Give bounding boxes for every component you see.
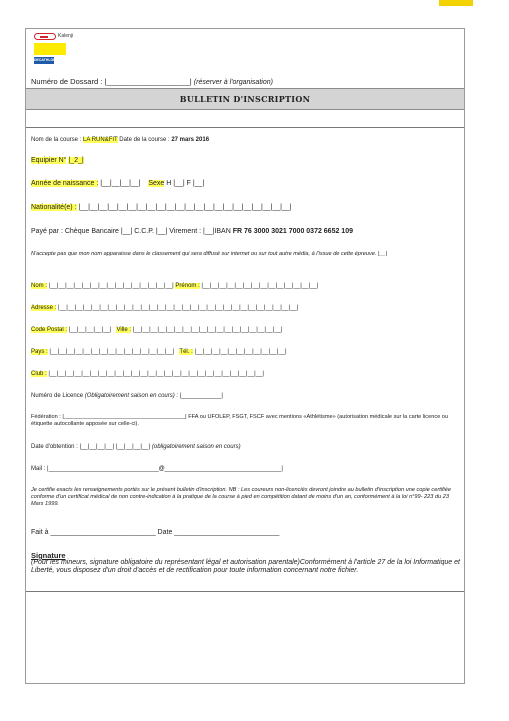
nom-boxes[interactable]: |__|__|__|__|__|__|__|__|__|__|__|__|__|__|__| <box>48 283 174 289</box>
at-sign: @ <box>158 466 165 472</box>
dossard-note: (réserver à l'organisation) <box>193 79 273 86</box>
licence-label: Numéro de Licence <box>31 393 84 399</box>
nationalite-label: Nationalité(e) : <box>31 204 77 211</box>
naissance-label: Année de naissance : <box>31 180 99 187</box>
equipier-value[interactable]: |_2_| <box>68 157 84 164</box>
date-blank[interactable]: ___________________________ <box>174 529 280 536</box>
sexe-options[interactable]: H |__| F |__| <box>166 180 205 187</box>
federation-text[interactable]: Fédération : |_______________________________________| FFA ou UFOLEP, FSGT, FSCF avec mentions «Athlétisme» (autorisation médicale sur la carte licence ou étiquette autocollante apposée sur celle-ci). <box>31 414 448 427</box>
corner-yellow-mark <box>439 0 473 6</box>
brand-logo <box>34 33 74 67</box>
naissance-line <box>31 180 204 187</box>
pays-line <box>31 349 287 355</box>
dossard-blank[interactable]: ____________________ <box>106 77 190 86</box>
nom-label: Nom : <box>31 283 48 289</box>
obtention-note: (obligatoirement saison en cours) <box>151 444 241 450</box>
tel-boxes[interactable]: |__|__|__|__|__|__|__|__|__|__|__| <box>194 349 287 355</box>
prenom-boxes[interactable]: |__|__|__|__|__|__|__|__|__|__|__|__|__|__| <box>201 283 319 289</box>
fait-label: Fait à <box>31 529 49 536</box>
obtention-line <box>31 444 241 450</box>
form-title: BULLETIN D'INSCRIPTION <box>26 88 464 110</box>
club-label: Club : <box>31 371 47 377</box>
mail-label: Mail : | <box>31 466 49 472</box>
ville-label: Ville : <box>116 327 132 333</box>
equipier-line <box>31 157 84 164</box>
mail-blank-user[interactable]: _________________________________ <box>48 466 159 472</box>
equipier-label: Equipier N° <box>31 157 67 164</box>
signature-title: Signature <box>31 551 66 560</box>
obtention-label: Date d'obtention : <box>31 444 78 450</box>
dossard-label: Numéro de Dossard : | <box>31 77 107 86</box>
prenom-label: Prénom : <box>175 283 200 289</box>
kalenji-logo-icon <box>34 33 56 40</box>
nationalite-line <box>31 204 292 211</box>
adresse-label: Adresse : <box>31 305 57 311</box>
paye-line <box>31 228 353 235</box>
yellow-logo-block <box>34 43 66 55</box>
course-date: 27 mars 2016 <box>171 137 210 143</box>
dossard-line <box>31 77 273 86</box>
decathlon-logo: DECATHLON <box>34 58 56 62</box>
adresse-boxes[interactable]: |__|__|__|__|__|__|__|__|__|__|__|__|__|__|__|__|__|__|__|__|__|__|__|__|__|__|__|__|__| <box>58 305 299 311</box>
course-name: LA RUN&FIT <box>83 137 118 143</box>
pays-boxes[interactable]: |__|__|__|__|__|__|__|__|__|__|__|__|__|__|__| <box>49 349 175 355</box>
licence-note: (Obligatoirement saison en cours) : <box>84 393 179 399</box>
course-label: Nom de la course : <box>31 137 82 143</box>
paye-label[interactable]: Payé par : Chèque Bancaire |__| C.C.P. |__| Virement : |__|IBAN <box>31 228 231 235</box>
club-line <box>31 371 264 377</box>
certify-text: Je certifie exacts les renseignements portés sur le présent bulletin d'inscription. NB : Les coureurs non-licenciés devront joindre au bulletin d'inscription une copie certifiée conforme d'un certificat médical de non contre-indication à la pratique de la course à pied en compétition datant de moins d'un an, conformément à la loi n°99- 223 du 23 Mars 1999. <box>31 487 452 507</box>
course-date-label: Date de la course : <box>119 137 170 143</box>
club-boxes[interactable]: |__|__|__|__|__|__|__|__|__|__|__|__|__|__|__|__|__|__|__|__|__|__|__|__|__|__| <box>48 371 264 377</box>
naissance-boxes[interactable]: |__|__|__|__| <box>100 180 141 187</box>
obtention-boxes[interactable]: |__|__|__|__| |__|__|__|__| <box>79 444 151 450</box>
tel-label: Tél. : <box>179 349 193 355</box>
nationalite-boxes[interactable]: |__|__|__|__|__|__|__|__|__|__|__|__|__|__|__|__|__|__|__|__|__|__| <box>78 204 292 211</box>
code-postal-label: Code Postal : <box>31 327 68 333</box>
course-line <box>31 137 209 143</box>
fait-blank[interactable]: ___________________________ <box>50 529 156 536</box>
brand-name-kalenji: Kalenji <box>58 33 74 39</box>
code-postal-boxes[interactable]: |__|__|__|__|__| <box>68 327 112 333</box>
date-label: Date <box>157 529 173 536</box>
iban-value: FR 76 3000 3021 7000 0372 6652 109 <box>232 228 353 235</box>
registration-form-page <box>25 28 465 684</box>
fait-line <box>31 529 279 536</box>
divider <box>26 127 464 128</box>
adresse-line <box>31 305 298 311</box>
consent-text[interactable]: N'accepte pas que mon nom apparaisse dans le classement qui sera diffusé sur internet ou sur tout autre média, à l'issue de cette épreuve. |__| <box>31 251 388 257</box>
code-postal-line <box>31 327 282 333</box>
signature-area[interactable] <box>26 592 464 684</box>
mail-blank-domain[interactable]: ___________________________________| <box>164 466 283 472</box>
ville-boxes[interactable]: |__|__|__|__|__|__|__|__|__|__|__|__|__|__|__|__|__|__| <box>132 327 283 333</box>
nom-line <box>31 283 318 289</box>
mail-line <box>31 466 283 472</box>
pays-label: Pays : <box>31 349 48 355</box>
licence-line <box>31 393 223 399</box>
dossard-end: | <box>189 77 192 86</box>
licence-blank[interactable]: |____________| <box>179 393 223 399</box>
sexe-label: Sexe <box>148 180 165 187</box>
signature-text: (Pour les mineurs, signature obligatoire du représentant légal et autorisation parentale)Conformément à l'article 27 de la loi Informatique et Liberté, vous disposez d'un droit d'accès et de rectification pour toute information concernant notre fichier. <box>31 559 460 574</box>
